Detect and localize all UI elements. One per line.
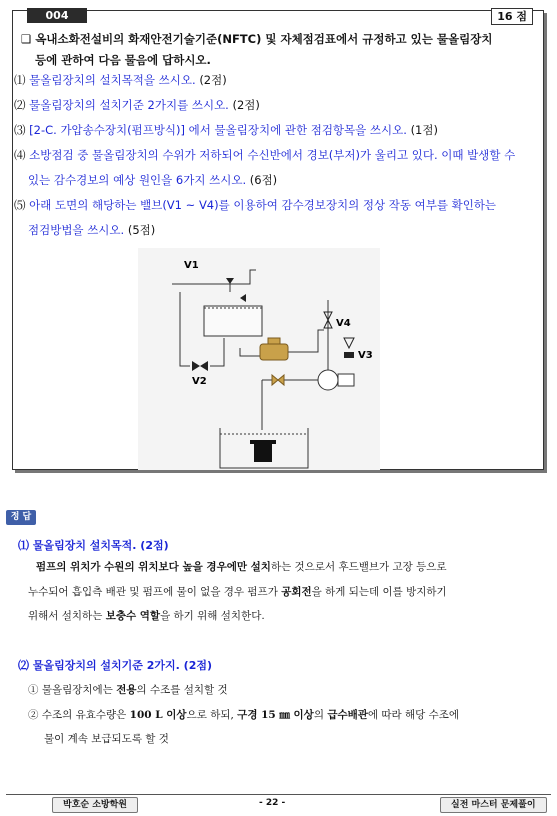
emph: 보충수 역할 xyxy=(105,610,161,622)
valve-v1-icon xyxy=(226,278,234,284)
item-num: ⑵ xyxy=(14,98,26,112)
answer-1-line1 xyxy=(36,559,447,574)
txt: 위해서 설치하는 xyxy=(28,610,106,622)
valve-v3-icon xyxy=(344,338,354,348)
item-num: ⑷ xyxy=(14,148,26,162)
txt: 을 하기 위해 설치한다. xyxy=(160,610,265,622)
item-text: 물올림장치의 설치기준 2가지를 쓰시오. xyxy=(29,98,229,112)
emph: 펌프의 위치가 수원의 위치보다 높을 경우에만 설치 xyxy=(36,561,271,573)
item-num: ⑶ xyxy=(14,123,26,137)
footer-academy: 박호순 소방학원 xyxy=(52,797,138,813)
answer-badge: 정 답 xyxy=(6,510,36,525)
intro-text-2: 등에 관하여 다음 물음에 답하시오. xyxy=(35,53,211,67)
item-text: 있는 감수경보의 예상 원인을 6가지 쓰시오. xyxy=(28,173,247,187)
item-points: (1점) xyxy=(410,123,438,137)
priming-tank xyxy=(204,306,262,336)
answer-2-item2 xyxy=(28,707,459,722)
answer-1-title: ⑴ 물올림장치 설치목적. (2점) xyxy=(18,539,169,552)
item-text: 물올림장치의 설치목적을 쓰시오. xyxy=(29,73,196,87)
valve-label-v2: V2 xyxy=(192,376,207,387)
pump-icon xyxy=(318,370,338,390)
answer-2-title: ⑵ 물올림장치의 설치기준 2가지. (2점) xyxy=(18,659,212,672)
question-number: 004 xyxy=(27,8,87,23)
txt: ① 물올림장치에는 xyxy=(28,684,117,696)
txt: 의 수조를 설치할 것 xyxy=(136,684,228,696)
question-score: 16 점 xyxy=(491,8,533,25)
question-item-4 xyxy=(14,143,515,168)
answer-1-line2 xyxy=(28,584,447,599)
emph: 전용 xyxy=(116,684,137,696)
foot-valve-icon xyxy=(254,442,272,462)
check-valve-icon xyxy=(260,344,288,360)
valve-label-v4: V4 xyxy=(336,318,351,329)
question-item-4-cont xyxy=(14,168,515,193)
item-num: ⑴ xyxy=(14,73,26,87)
txt: 하는 것으로서 후드밸브가 고장 등으로 xyxy=(270,561,447,573)
question-item-1 xyxy=(14,68,515,93)
answer-2-item1 xyxy=(28,682,228,697)
item-text: 아래 도면의 해당하는 밸브(V1 ~ V4)를 이용하여 감수경보장치의 정상 작동 여부를 확인하는 xyxy=(29,198,497,212)
question-item-5 xyxy=(14,193,515,218)
item-text: 점검방법을 쓰시오. xyxy=(28,223,125,237)
checkbox-icon: ❑ xyxy=(21,32,32,46)
item-text: 소방점검 중 물올림장치의 수위가 저하되어 수신반에서 경보(부저)가 울리고 있다. 이때 발생할 수 xyxy=(29,148,516,162)
valve-v2-icon xyxy=(192,361,208,371)
emph: 구경 15 ㎜ 이상 xyxy=(237,709,314,721)
item-points: (6점) xyxy=(249,173,278,187)
valve-label-v1: V1 xyxy=(184,260,199,271)
intro-text-1: 옥내소화전설비의 화재안전기술기준(NFTC) 및 자체점검표에서 규정하고 있는 물올림장치 xyxy=(35,32,493,46)
piping-diagram-svg xyxy=(138,248,380,470)
question-items xyxy=(14,68,515,243)
answer-2-item2-cont: 물이 계속 보급되도록 할 것 xyxy=(44,733,169,745)
answer-1-line3 xyxy=(28,608,265,623)
item-text: [2-C. 가압송수장치(펌프방식)] 에서 물올림장치에 관한 점검항목을 쓰시오. xyxy=(29,123,407,137)
txt: 을 하게 되는데 이를 방지하기 xyxy=(311,586,447,598)
item-points: (2점) xyxy=(199,73,227,87)
piping-diagram xyxy=(138,248,380,470)
txt: 누수되어 흡입측 배관 및 펌프에 물이 없을 경우 펌프가 xyxy=(28,586,282,598)
item-num: ⑸ xyxy=(14,198,26,212)
txt: 에 따라 해당 수조에 xyxy=(367,709,460,721)
txt: ② 수조의 유효수량은 xyxy=(28,709,130,721)
item-points: (5점) xyxy=(127,223,156,237)
emph: 공회전 xyxy=(281,586,312,598)
question-item-5-cont xyxy=(14,218,515,243)
emph: 100 L 이상 xyxy=(129,709,187,721)
emph: 급수배관 xyxy=(327,709,368,721)
question-item-2 xyxy=(14,93,515,118)
question-intro xyxy=(21,29,492,71)
question-intro-line1 xyxy=(21,29,492,50)
txt: 의 xyxy=(313,709,328,721)
footer-page-number: - 22 - xyxy=(259,798,286,808)
valve-label-v3: V3 xyxy=(358,350,373,361)
item-points: (2점) xyxy=(232,98,260,112)
txt: 으로 하되, xyxy=(186,709,238,721)
footer-divider xyxy=(6,794,551,795)
footer-series: 실전 마스터 문제풀이 xyxy=(440,797,547,813)
question-item-3 xyxy=(14,118,515,143)
